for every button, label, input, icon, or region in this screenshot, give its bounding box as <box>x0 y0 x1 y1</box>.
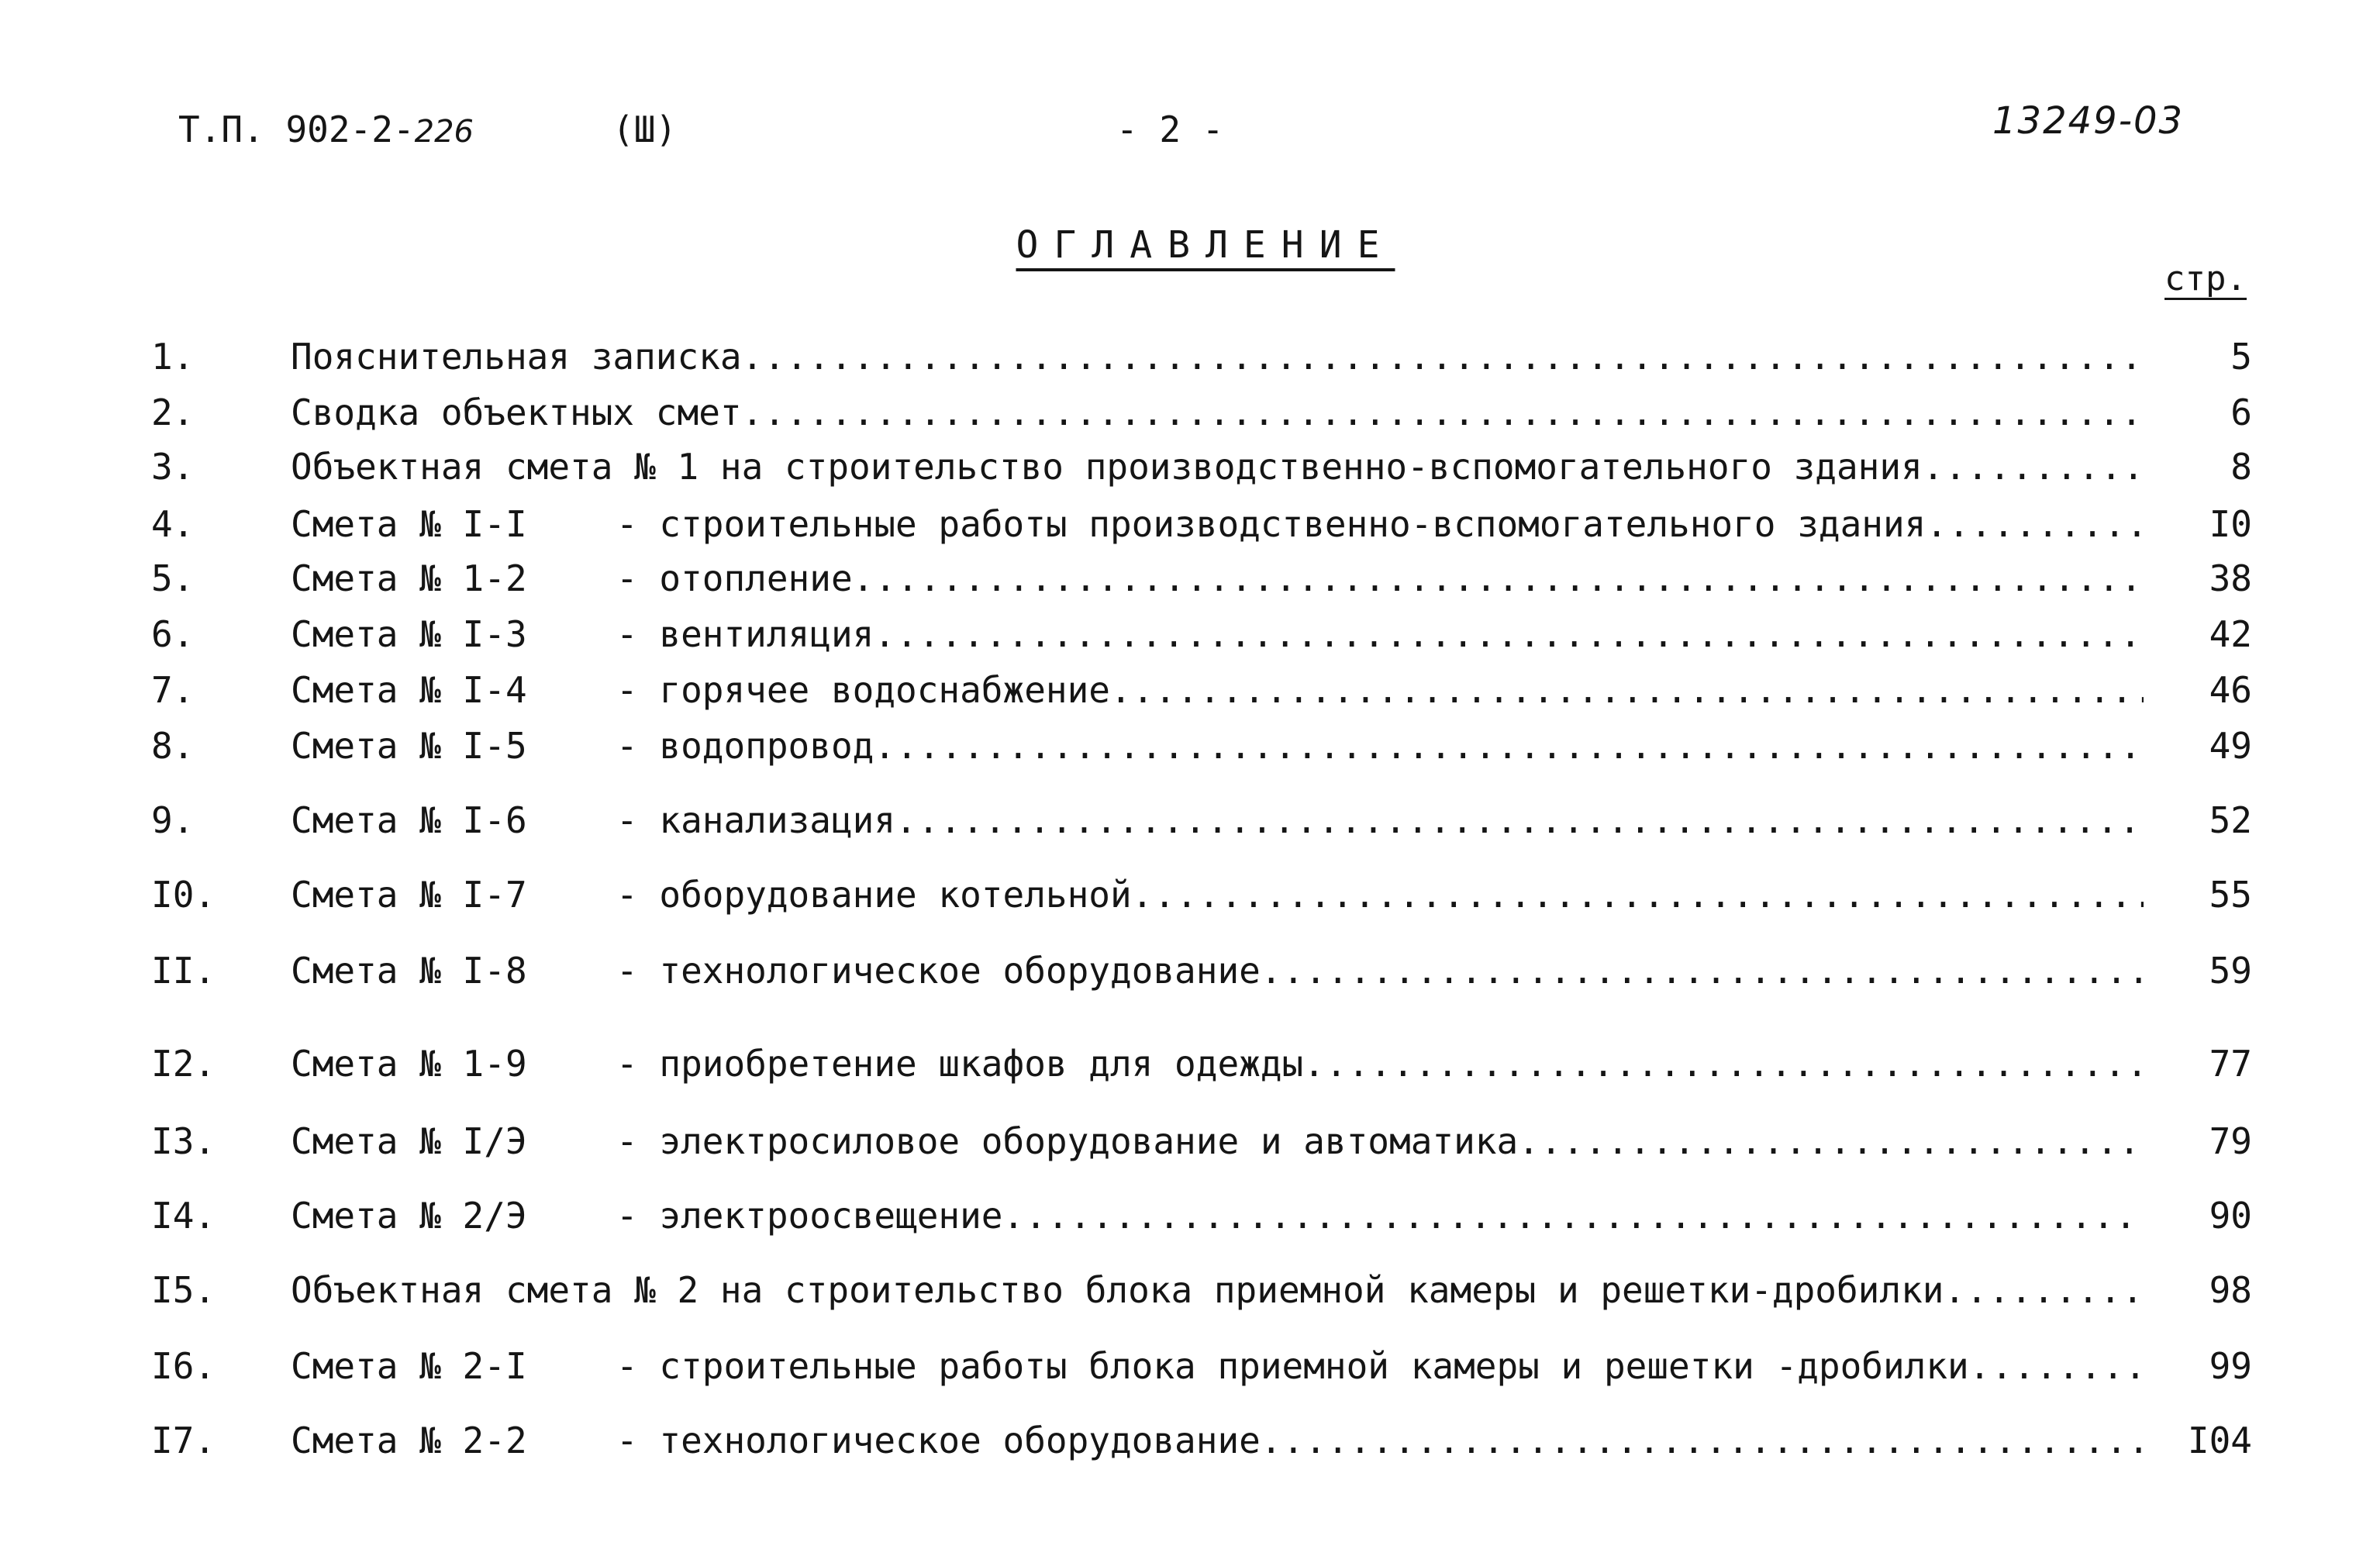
toc-entry <box>151 1039 2252 1089</box>
entry-number: II. <box>151 950 216 992</box>
toc-entry <box>151 665 2252 715</box>
page-title: ОГЛАВЛЕНИЕ <box>1016 223 1395 267</box>
dot-leader <box>1303 1039 2144 1089</box>
toc-entry <box>151 1116 2252 1166</box>
entry-text: - строительные работы производственно-вспомогательного здания <box>616 503 1926 545</box>
entry-page: 46 <box>2209 669 2252 711</box>
estimate-code: Смета № I-3 <box>291 613 527 655</box>
dot-leader <box>874 609 2144 659</box>
entry-page: I0 <box>2209 503 2252 545</box>
entry-text: - канализация <box>616 799 896 841</box>
estimate-code: Смета № I-6 <box>291 799 527 841</box>
entry-text: Объектная смета № 2 на строительство блока приемной камеры и решетки-дробилки <box>291 1269 1944 1311</box>
estimate-code: Смета № I-7 <box>291 874 527 916</box>
entry-number: 6. <box>151 613 195 655</box>
dot-leader <box>1926 499 2144 549</box>
estimate-code: Смета № I-I <box>291 503 527 545</box>
toc-entry <box>151 1191 2252 1240</box>
toc-entry <box>151 1416 2252 1465</box>
document-code-prefix: Т.П. 902-2- <box>178 109 415 150</box>
entry-number: 1. <box>151 336 195 378</box>
entry-text: - оборудование котельной <box>616 874 1132 916</box>
entry-text: Пояснительная записка <box>291 336 742 378</box>
entry-page: 90 <box>2209 1195 2252 1237</box>
entry-page: 52 <box>2209 799 2252 841</box>
estimate-code: Смета № 2/Э <box>291 1195 527 1237</box>
entry-text: - строительные работы блока приемной камеры и решетки -дробилки <box>616 1345 1969 1387</box>
document-code <box>178 109 474 150</box>
estimate-code: Смета № I/Э <box>291 1120 527 1162</box>
entry-number: I2. <box>151 1043 216 1085</box>
dot-leader <box>1003 1191 2144 1240</box>
entry-text: - отопление <box>616 557 853 599</box>
toc-entry <box>151 946 2252 995</box>
estimate-code: Смета № I-8 <box>291 950 527 992</box>
entry-text: - приобретение шкафов для одежды <box>616 1043 1304 1085</box>
dot-leader <box>874 721 2144 771</box>
dot-leader <box>1923 442 2144 492</box>
entry-page: 77 <box>2209 1043 2252 1085</box>
toc-entry <box>151 332 2252 381</box>
entry-page: 59 <box>2209 950 2252 992</box>
entry-number: I5. <box>151 1269 216 1311</box>
page-column-label: стр. <box>2164 259 2247 298</box>
dot-leader <box>742 332 2144 381</box>
dot-leader <box>1261 1416 2144 1465</box>
entry-number: 7. <box>151 669 195 711</box>
dot-leader <box>742 388 2144 437</box>
entry-number: 4. <box>151 503 195 545</box>
estimate-code: Смета № I-5 <box>291 725 527 767</box>
toc-entry <box>151 870 2252 919</box>
entry-page: 8 <box>2230 446 2252 488</box>
entry-page: I04 <box>2187 1420 2252 1461</box>
entry-page: 79 <box>2209 1120 2252 1162</box>
document-part: (Ш) <box>612 109 678 150</box>
dot-leader <box>1969 1341 2144 1391</box>
estimate-code: Смета № 1-2 <box>291 557 527 599</box>
entry-number: I4. <box>151 1195 216 1237</box>
entry-page: 55 <box>2209 874 2252 916</box>
entry-page: 49 <box>2209 725 2252 767</box>
dot-leader <box>1261 946 2144 995</box>
entry-number: I6. <box>151 1345 216 1387</box>
entry-number: I3. <box>151 1120 216 1162</box>
toc-entry <box>151 1265 2252 1315</box>
entry-number: I7. <box>151 1420 216 1461</box>
dot-leader <box>1110 665 2144 715</box>
toc-entry <box>151 795 2252 845</box>
entry-number: 8. <box>151 725 195 767</box>
toc-entry <box>151 442 2252 492</box>
entry-number: 5. <box>151 557 195 599</box>
dot-leader <box>1132 870 2144 919</box>
toc-entry <box>151 1341 2252 1391</box>
entry-page: 42 <box>2209 613 2252 655</box>
toc-entry <box>151 609 2252 659</box>
dot-leader <box>895 795 2144 845</box>
toc-entry <box>151 554 2252 603</box>
estimate-code: Смета № 2-2 <box>291 1420 527 1461</box>
entry-number: 9. <box>151 799 195 841</box>
entry-text: - технологическое оборудование <box>616 950 1261 992</box>
entry-text: - электроосвещение <box>616 1195 1003 1237</box>
dot-leader <box>1518 1116 2144 1166</box>
entry-text: Сводка объектных смет <box>291 392 742 433</box>
entry-text: - горячее водоснабжение <box>616 669 1110 711</box>
entry-text: - вентиляция <box>616 613 874 655</box>
entry-text: Объектная смета № 1 на строительство производственно-вспомогательного здания <box>291 446 1923 488</box>
entry-text: - электросиловое оборудование и автоматика <box>616 1120 1519 1162</box>
entry-text: - водопровод <box>616 725 874 767</box>
page-number: - 2 - <box>1116 109 1224 150</box>
dot-leader <box>1944 1265 2144 1315</box>
entry-page: 99 <box>2209 1345 2252 1387</box>
toc-entry <box>151 721 2252 771</box>
toc-entry <box>151 388 2252 437</box>
entry-page: 5 <box>2230 336 2252 378</box>
entry-number: 3. <box>151 446 195 488</box>
estimate-code: Смета № 2-I <box>291 1345 527 1387</box>
entry-text: - технологическое оборудование <box>616 1420 1261 1461</box>
estimate-code: Смета № 1-9 <box>291 1043 527 1085</box>
entry-number: 2. <box>151 392 195 433</box>
entry-page: 6 <box>2230 392 2252 433</box>
document-code-handwritten: 226 <box>414 114 474 150</box>
toc-entry <box>151 499 2252 549</box>
estimate-code: Смета № I-4 <box>291 669 527 711</box>
archive-number: 13249-03 <box>1992 99 2185 143</box>
entry-page: 38 <box>2209 557 2252 599</box>
dot-leader <box>853 554 2144 603</box>
entry-number: I0. <box>151 874 216 916</box>
entry-page: 98 <box>2209 1269 2252 1311</box>
